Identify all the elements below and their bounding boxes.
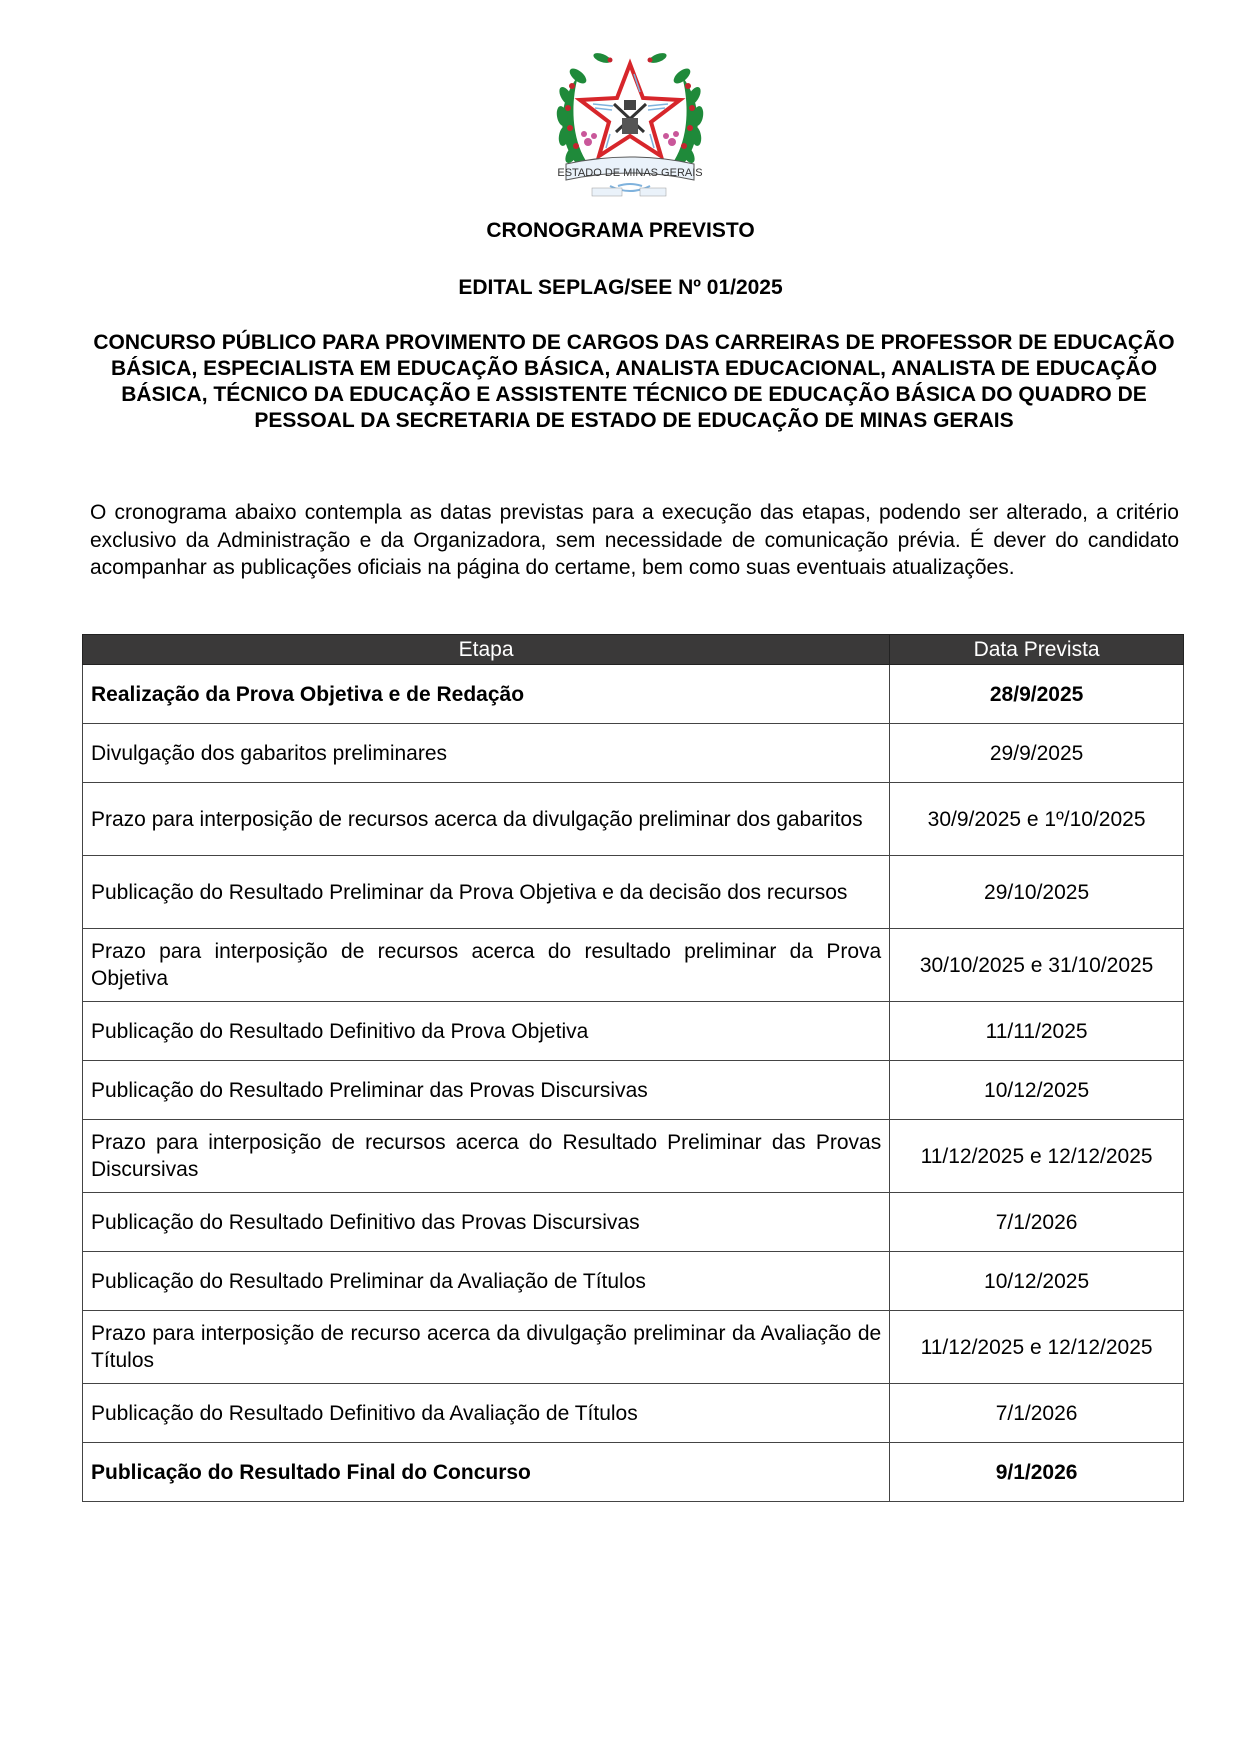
etapa-cell: Publicação do Resultado Definitivo da Avaliação de Títulos bbox=[83, 1384, 890, 1443]
etapa-cell: Realização da Prova Objetiva e de Redação bbox=[83, 665, 890, 724]
table-row bbox=[83, 1061, 1184, 1120]
table-row bbox=[83, 665, 1184, 724]
document-title: CRONOGRAMA PREVISTO bbox=[486, 219, 755, 242]
table-row bbox=[83, 1193, 1184, 1252]
intro-paragraph: O cronograma abaixo contempla as datas previstas para a execução das etapas, podendo ser alterado, a critério exclusivo da Administração e da Organizadora, sem necessidade de comunicação prévia. É dever do candidato acompanhar as publicações oficiais na página do certame, bem como suas eventuais atualizações. bbox=[90, 501, 1179, 579]
table-row bbox=[83, 1252, 1184, 1311]
data-cell: 7/1/2026 bbox=[890, 1384, 1184, 1443]
column-header-data-prevista: Data Prevista bbox=[890, 635, 1184, 665]
schedule-table bbox=[82, 634, 1184, 1502]
etapa-cell: Publicação do Resultado Final do Concurso bbox=[83, 1443, 890, 1502]
table-row bbox=[83, 929, 1184, 1002]
table-row bbox=[83, 1384, 1184, 1443]
etapa-cell: Prazo para interposição de recursos acerca do Resultado Preliminar das Provas Discursivas bbox=[83, 1120, 890, 1193]
data-cell: 10/12/2025 bbox=[890, 1061, 1184, 1120]
table-header-row bbox=[83, 635, 1184, 665]
etapa-cell: Publicação do Resultado Preliminar da Prova Objetiva e da decisão dos recursos bbox=[83, 856, 890, 929]
svg-text:ESTADO DE MINAS GERAIS: ESTADO DE MINAS GERAIS bbox=[557, 167, 703, 179]
edital-number: EDITAL SEPLAG/SEE Nº 01/2025 bbox=[458, 276, 783, 299]
etapa-cell: Prazo para interposição de recurso acerca da divulgação preliminar da Avaliação de Títulos bbox=[83, 1311, 890, 1384]
column-header-etapa: Etapa bbox=[83, 635, 890, 665]
data-cell: 29/10/2025 bbox=[890, 856, 1184, 929]
data-cell: 7/1/2026 bbox=[890, 1193, 1184, 1252]
data-cell: 11/11/2025 bbox=[890, 1002, 1184, 1061]
table-row bbox=[83, 1311, 1184, 1384]
data-cell: 11/12/2025 e 12/12/2025 bbox=[890, 1311, 1184, 1384]
table-row bbox=[83, 1002, 1184, 1061]
data-cell: 28/9/2025 bbox=[890, 665, 1184, 724]
etapa-cell: Publicação do Resultado Preliminar da Avaliação de Títulos bbox=[83, 1252, 890, 1311]
data-cell: 11/12/2025 e 12/12/2025 bbox=[890, 1120, 1184, 1193]
data-cell: 9/1/2026 bbox=[890, 1443, 1184, 1502]
etapa-cell: Publicação do Resultado Preliminar das Provas Discursivas bbox=[83, 1061, 890, 1120]
document-subtitle: CONCURSO PÚBLICO PARA PROVIMENTO DE CARGOS DAS CARREIRAS DE PROFESSOR DE EDUCAÇÃO BÁSICA, ESPECIALISTA EM EDUCAÇÃO BÁSICA, ANALISTA EDUCACIONAL, ANALISTA DE EDUCAÇÃO BÁSICA, TÉCNICO DA EDUCAÇÃO E ASSISTENTE TÉCNICO DE EDUCAÇÃO BÁSICA DO QUADRO DE PESSOAL DA SECRETARIA DE ESTADO DE EDUCAÇÃO DE MINAS GERAIS bbox=[93, 331, 1175, 432]
table-row bbox=[83, 1120, 1184, 1193]
table-row bbox=[83, 783, 1184, 856]
table-row bbox=[83, 1443, 1184, 1502]
data-cell: 30/9/2025 e 1º/10/2025 bbox=[890, 783, 1184, 856]
etapa-cell: Publicação do Resultado Definitivo das Provas Discursivas bbox=[83, 1193, 890, 1252]
data-cell: 29/9/2025 bbox=[890, 724, 1184, 783]
table-row bbox=[83, 724, 1184, 783]
table-row bbox=[83, 856, 1184, 929]
data-cell: 30/10/2025 e 31/10/2025 bbox=[890, 929, 1184, 1002]
etapa-cell: Publicação do Resultado Definitivo da Prova Objetiva bbox=[83, 1002, 890, 1061]
etapa-cell: Prazo para interposição de recursos acerca da divulgação preliminar dos gabaritos bbox=[83, 783, 890, 856]
data-cell: 10/12/2025 bbox=[890, 1252, 1184, 1311]
brasao-minas-gerais-icon bbox=[548, 46, 712, 206]
etapa-cell: Prazo para interposição de recursos acerca do resultado preliminar da Prova Objetiva bbox=[83, 929, 890, 1002]
etapa-cell: Divulgação dos gabaritos preliminares bbox=[83, 724, 890, 783]
